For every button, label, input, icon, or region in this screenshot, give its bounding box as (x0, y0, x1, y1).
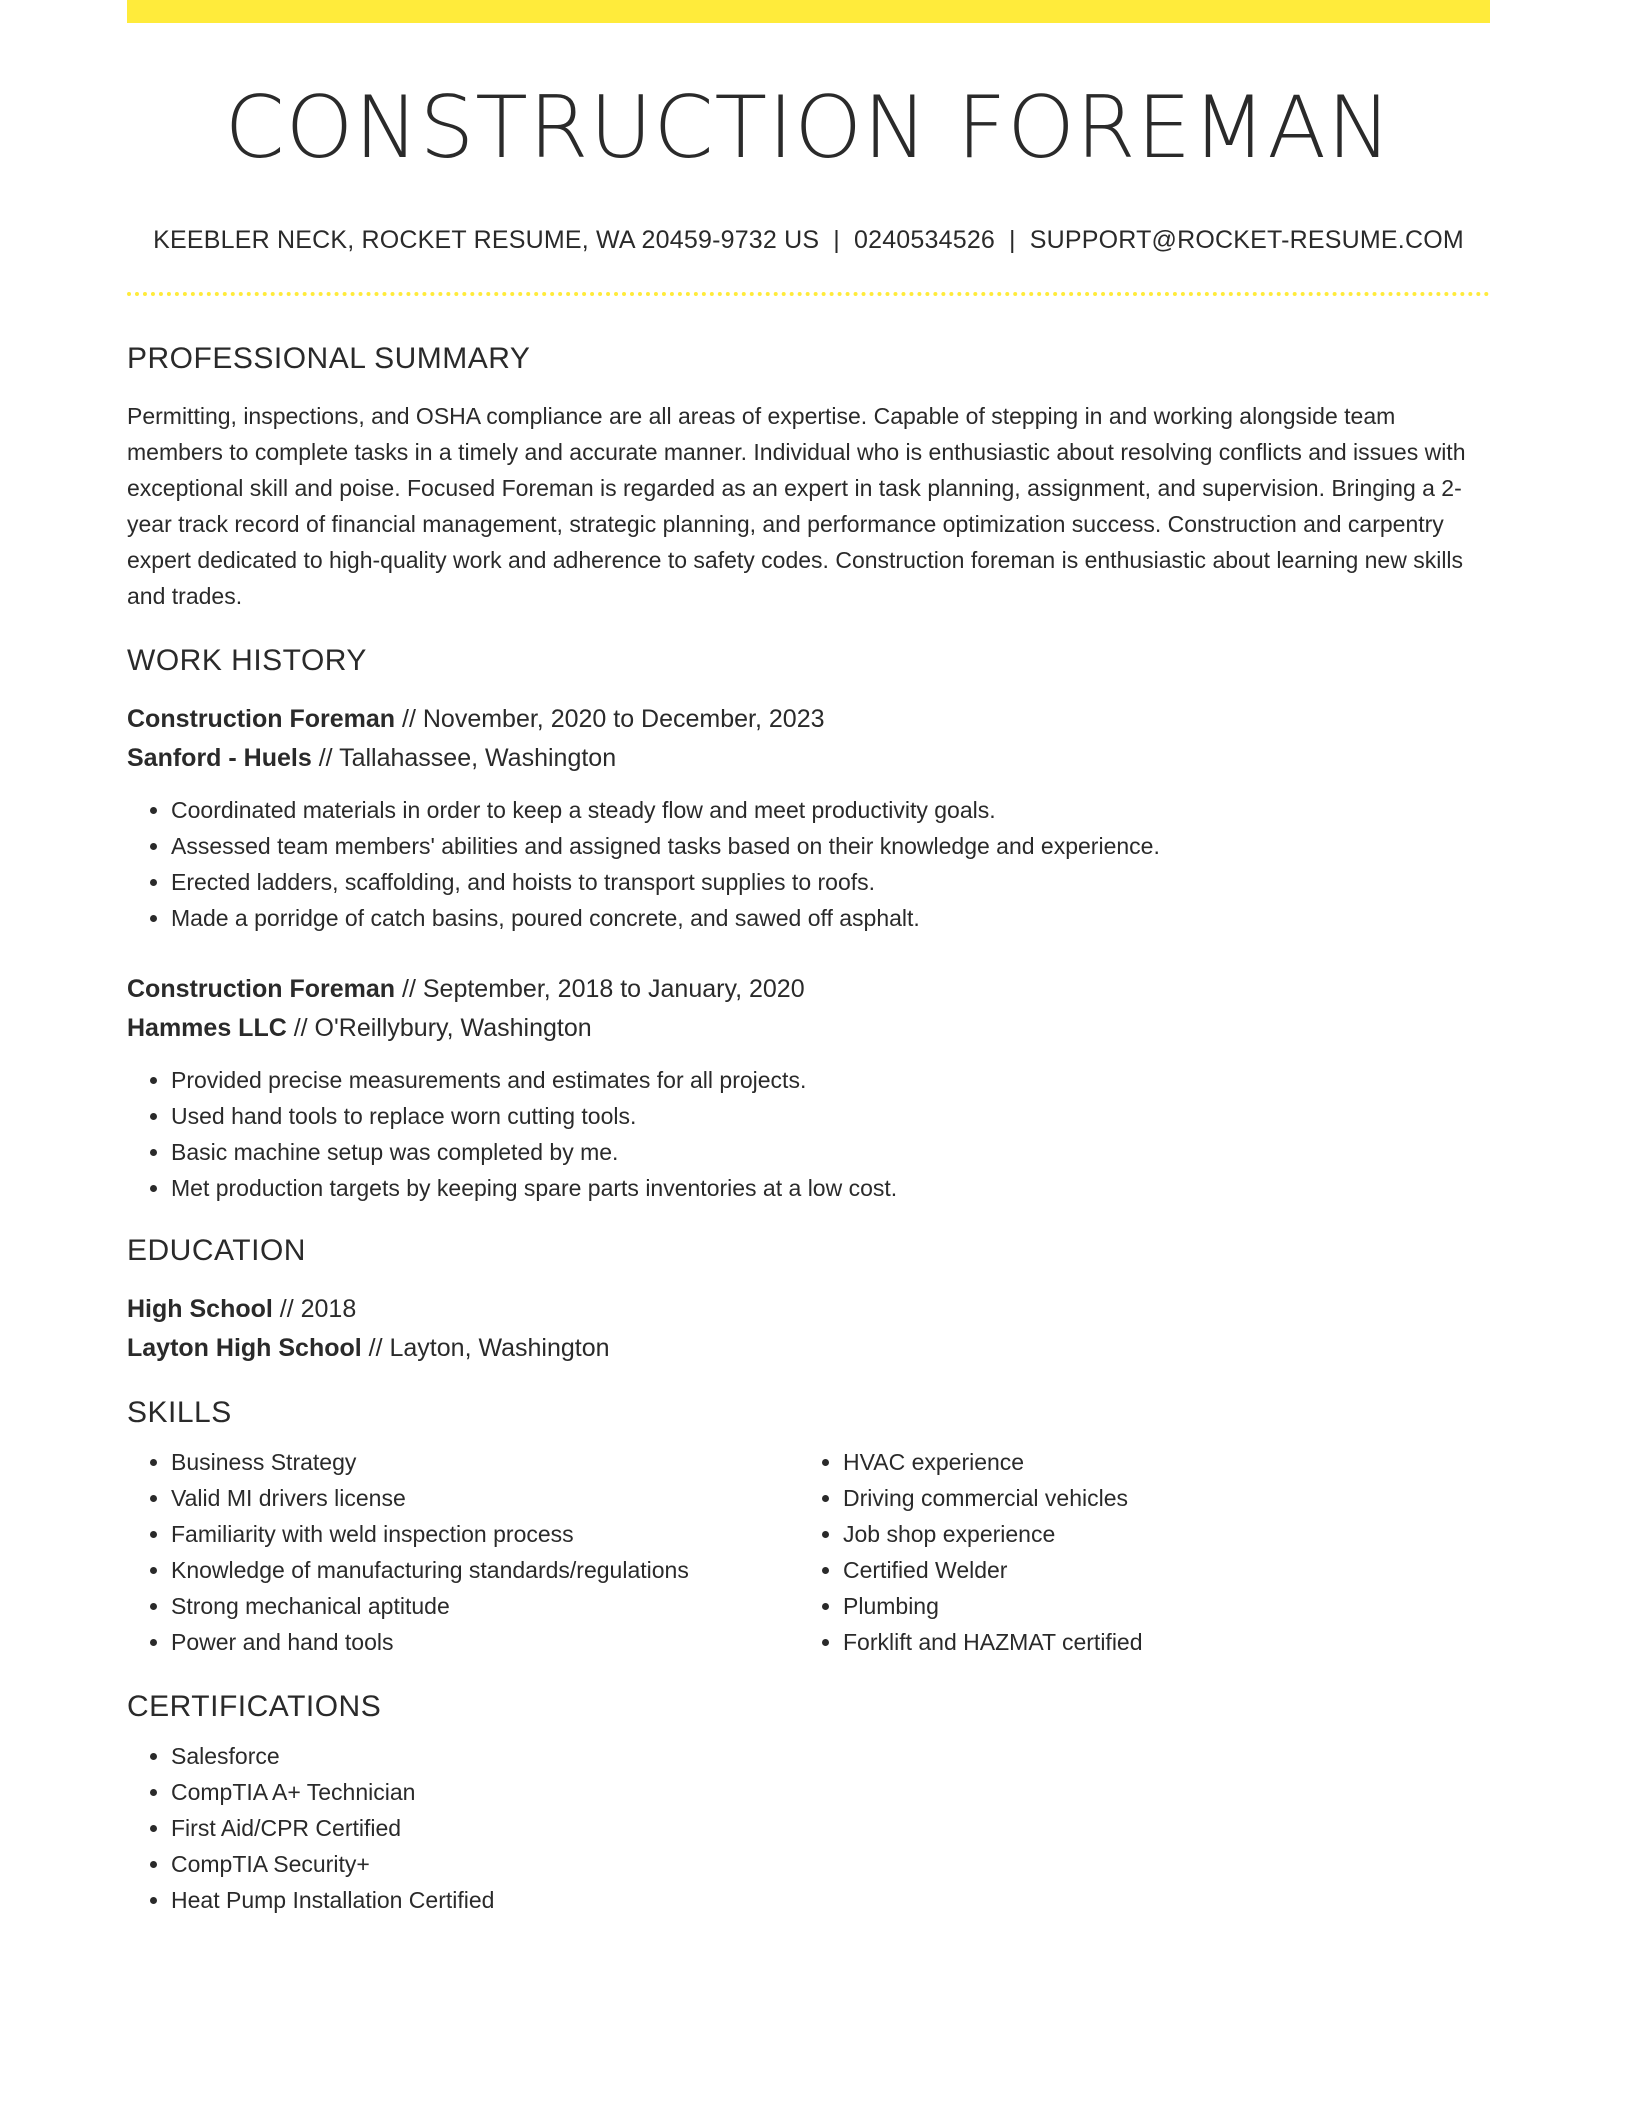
list-item: • Made a porridge of catch basins, poured concrete, and sawed off asphalt. (171, 900, 1490, 936)
list-item: • Heat Pump Installation Certified (171, 1882, 1490, 1918)
contact-email: SUPPORT@ROCKET-RESUME.COM (1029, 225, 1464, 254)
education-entry (127, 1290, 1490, 1368)
contact-line (127, 226, 1490, 255)
job-company: Hammes LLC (127, 1013, 287, 1042)
education-degree-line (127, 1290, 1490, 1329)
job-location: // O'Reillybury, Washington (286, 1013, 592, 1042)
list-item: • CompTIA Security+ (171, 1846, 1490, 1882)
job-title-line (127, 700, 1490, 739)
job-dates: // November, 2020 to December, 2023 (395, 704, 825, 733)
job-company-line (127, 1009, 1490, 1048)
list-item: • Used hand tools to replace worn cutting tools. (171, 1098, 1490, 1134)
list-item: • First Aid/CPR Certified (171, 1810, 1490, 1846)
education-year: // 2018 (272, 1294, 357, 1323)
job-company-line (127, 739, 1490, 778)
list-item: • Job shop experience (843, 1516, 1471, 1552)
education-school: Layton High School (127, 1333, 362, 1362)
list-item: • Business Strategy (171, 1444, 799, 1480)
job-title-line (127, 970, 1490, 1009)
job-location: // Tallahassee, Washington (311, 743, 617, 772)
job-company: Sanford - Huels (127, 743, 312, 772)
list-item: • Salesforce (171, 1738, 1490, 1774)
contact-phone: 0240534526 (854, 225, 996, 254)
skills-right-column (799, 1444, 1471, 1660)
list-item: • Coordinated materials in order to keep a steady flow and meet productivity goals. (171, 792, 1490, 828)
skills-grid (127, 1444, 1490, 1660)
list-item: • Driving commercial vehicles (843, 1480, 1471, 1516)
list-item: • Strong mechanical aptitude (171, 1588, 799, 1624)
list-item: • Assessed team members' abilities and assigned tasks based on their knowledge and experience. (171, 828, 1490, 864)
list-item: • Knowledge of manufacturing standards/regulations (171, 1552, 799, 1588)
skills-heading: SKILLS (127, 1395, 232, 1429)
list-item: • Forklift and HAZMAT certified (843, 1624, 1471, 1660)
certifications-list (127, 1738, 1490, 1918)
summary-heading: PROFESSIONAL SUMMARY (127, 341, 531, 375)
education-school-line (127, 1329, 1490, 1368)
contact-separator: | (1009, 225, 1016, 254)
list-item: • Power and hand tools (171, 1624, 799, 1660)
resume-page (127, 0, 1490, 1918)
education-degree: High School (127, 1294, 273, 1323)
job-bullets (127, 792, 1490, 936)
job-entry (127, 700, 1490, 936)
list-item: • Met production targets by keeping spare parts inventories at a low cost. (171, 1170, 1490, 1206)
job-bullets (127, 1062, 1490, 1206)
job-role: Construction Foreman (127, 704, 396, 733)
list-item: • Provided precise measurements and estimates for all projects. (171, 1062, 1490, 1098)
skills-left-column (127, 1444, 799, 1660)
job-role: Construction Foreman (127, 974, 396, 1003)
list-item: • Familiarity with weld inspection process (171, 1516, 799, 1552)
summary-text: Permitting, inspections, and OSHA compliance are all areas of expertise. Capable of stepping in and working alongside team members to complete tasks in a timely and accurate manner. Individual who is enthusiastic about resolving conflicts and issues with exceptional skill and poise. Focused Foreman is regarded as an expert in task planning, assignment, and supervision. Bringing a 2-year track record of financial management, strategic planning, and performance optimization success. Construction and carpentry expert dedicated to high-quality work and adherence to safety codes. Construction foreman is enthusiastic about learning new skills and trades. (127, 402, 1466, 609)
list-item: • Plumbing (843, 1588, 1471, 1624)
top-accent-bar (127, 0, 1490, 23)
list-item: • HVAC experience (843, 1444, 1471, 1480)
resume-name: CONSTRUCTION FOREMAN (224, 78, 1393, 178)
dotted-divider (127, 292, 1490, 296)
job-dates: // September, 2018 to January, 2020 (395, 974, 805, 1003)
education-location: // Layton, Washington (361, 1333, 610, 1362)
certifications-heading: CERTIFICATIONS (127, 1689, 382, 1723)
list-item: • Basic machine setup was completed by me. (171, 1134, 1490, 1170)
job-entry (127, 970, 1490, 1206)
contact-separator: | (833, 225, 840, 254)
list-item: • Valid MI drivers license (171, 1480, 799, 1516)
contact-address: KEEBLER NECK, ROCKET RESUME, WA 20459-9732 US (153, 225, 820, 254)
list-item: • Erected ladders, scaffolding, and hoists to transport supplies to roofs. (171, 864, 1490, 900)
list-item: • CompTIA A+ Technician (171, 1774, 1490, 1810)
list-item: • Certified Welder (843, 1552, 1471, 1588)
work-history-heading: WORK HISTORY (127, 643, 367, 677)
education-heading: EDUCATION (127, 1233, 306, 1267)
